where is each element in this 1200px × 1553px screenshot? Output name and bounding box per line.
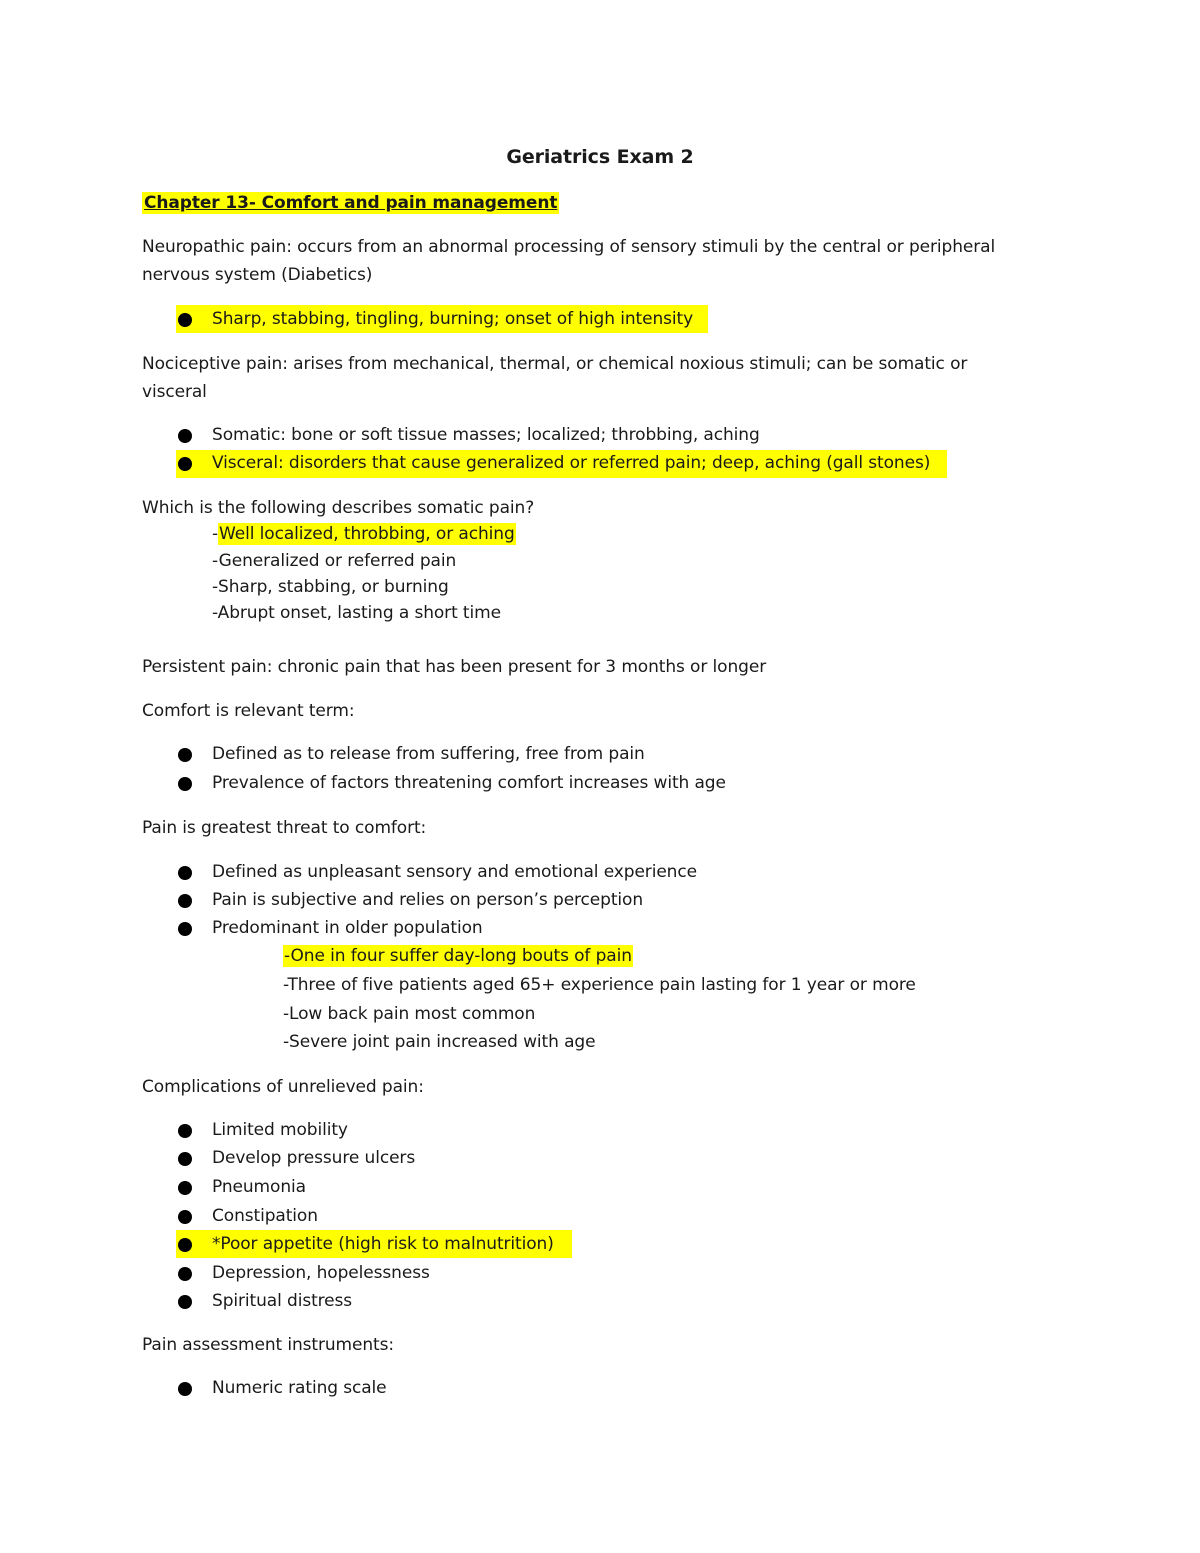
comfort-heading: Comfort is relevant term: <box>142 701 355 721</box>
bullet-dot <box>178 1210 192 1224</box>
pain-threat-bullet-3: Predominant in older population <box>212 918 483 938</box>
bullet-dot <box>178 1267 192 1281</box>
pain-threat-subitem-1-text: -One in four suffer day-long bouts of pain <box>284 946 632 966</box>
complications-bullet-6: Depression, hopelessness <box>212 1263 430 1283</box>
neuropathic-definition-line2: nervous system (Diabetics) <box>142 265 373 285</box>
complications-heading: Complications of unrelieved pain: <box>142 1077 424 1097</box>
bullet-dot <box>178 1295 192 1309</box>
complications-bullet-1: Limited mobility <box>212 1120 348 1140</box>
instruments-bullet-1: Numeric rating scale <box>212 1378 387 1398</box>
bullet-dot <box>178 313 192 327</box>
pain-threat-subitem-4: -Severe joint pain increased with age <box>283 1032 596 1052</box>
complications-bullet-7: Spiritual distress <box>212 1291 353 1311</box>
pain-threat-bullet-2: Pain is subjective and relies on person’s perception <box>212 890 644 910</box>
question-option-3: -Sharp, stabbing, or burning <box>212 577 449 597</box>
pain-threat-heading: Pain is greatest threat to comfort: <box>142 818 427 838</box>
pain-threat-bullet-1: Defined as unpleasant sensory and emotional experience <box>212 862 697 882</box>
question-option-1 <box>212 522 516 546</box>
question-option-1-text: Well localized, throbbing, or aching <box>219 524 515 544</box>
nociceptive-definition-line2: visceral <box>142 382 207 402</box>
bullet-dot <box>178 429 192 443</box>
pain-threat-subitem-1 <box>283 944 633 968</box>
comfort-bullet-1: Defined as to release from suffering, free from pain <box>212 744 645 764</box>
pain-threat-subitem-3: -Low back pain most common <box>283 1004 536 1024</box>
bullet-dot <box>178 894 192 908</box>
bullet-dot <box>178 777 192 791</box>
neuropathic-bullet-1: Sharp, stabbing, tingling, burning; onset of high intensity <box>212 309 694 329</box>
nociceptive-bullet-somatic: Somatic: bone or soft tissue masses; localized; throbbing, aching <box>212 425 760 445</box>
bullet-dot <box>178 1382 192 1396</box>
question-option-2: -Generalized or referred pain <box>212 551 457 571</box>
complications-bullet-2: Develop pressure ulcers <box>212 1148 416 1168</box>
complications-bullet-4: Constipation <box>212 1206 318 1226</box>
nociceptive-definition-line1: Nociceptive pain: arises from mechanical, thermal, or chemical noxious stimuli; can be somatic or <box>142 354 968 374</box>
instruments-heading: Pain assessment instruments: <box>142 1335 395 1355</box>
comfort-bullet-2: Prevalence of factors threatening comfort increases with age <box>212 773 726 793</box>
nociceptive-bullet-visceral: Visceral: disorders that cause generalized or referred pain; deep, aching (gall stones) <box>212 453 931 473</box>
complications-bullet-5: *Poor appetite (high risk to malnutrition) <box>212 1234 554 1254</box>
question-option-4: -Abrupt onset, lasting a short time <box>212 603 501 623</box>
complications-bullet-3: Pneumonia <box>212 1177 306 1197</box>
option-dash: - <box>212 524 219 544</box>
bullet-dot <box>178 1124 192 1138</box>
bullet-dot <box>178 1238 192 1252</box>
question-prompt: Which is the following describes somatic pain? <box>142 498 535 518</box>
pain-threat-subitem-2: -Three of five patients aged 65+ experience pain lasting for 1 year or more <box>283 975 916 995</box>
bullet-dot <box>178 748 192 762</box>
persistent-pain-definition: Persistent pain: chronic pain that has been present for 3 months or longer <box>142 657 767 677</box>
document-title: Geriatrics Exam 2 <box>506 146 694 168</box>
bullet-dot <box>178 1152 192 1166</box>
neuropathic-definition-line1: Neuropathic pain: occurs from an abnormal processing of sensory stimuli by the central or peripheral <box>142 237 996 257</box>
chapter-heading-text: Chapter 13- Comfort and pain management <box>144 193 558 213</box>
bullet-dot <box>178 1181 192 1195</box>
bullet-dot <box>178 457 192 471</box>
bullet-dot <box>178 922 192 936</box>
chapter-heading <box>142 191 559 215</box>
bullet-dot <box>178 866 192 880</box>
